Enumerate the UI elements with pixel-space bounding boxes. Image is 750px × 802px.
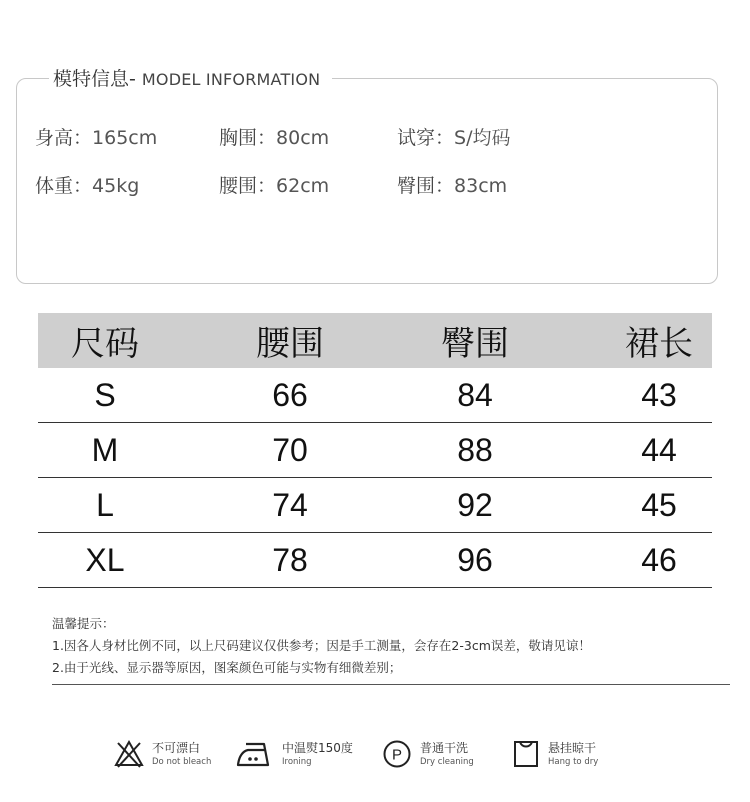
info-bust-value: 80cm xyxy=(276,127,330,149)
care-ironing xyxy=(236,736,353,772)
tips-section xyxy=(52,613,730,679)
care-hang-dry xyxy=(512,736,598,772)
info-weight-value: 45kg xyxy=(92,175,140,197)
info-hip xyxy=(397,173,507,199)
model-info-title xyxy=(49,64,332,95)
care-dry-clean xyxy=(382,736,474,772)
cell-waist: 66 xyxy=(272,376,308,413)
care-hang-dry-en: Hang to dry xyxy=(548,757,599,767)
cell-length: 43 xyxy=(641,376,677,413)
tip-line-1: 1.因各人身材比例不同，以上尺码建议仅供参考；因是手工测量，会存在2-3cm误差，敬请见谅！ xyxy=(52,638,591,653)
no-bleach-icon xyxy=(114,739,144,769)
cell-waist: 74 xyxy=(272,486,308,523)
model-info-box xyxy=(16,68,718,284)
table-row xyxy=(38,533,712,588)
size-table-header xyxy=(38,313,712,368)
info-fitting-label: 试穿： xyxy=(397,127,455,149)
hang-dry-icon xyxy=(512,739,540,769)
care-dry-clean-cn: 普通干洗 xyxy=(420,741,469,755)
tips-title: 温馨提示： xyxy=(52,616,115,631)
table-row xyxy=(38,423,712,478)
info-bust xyxy=(219,125,329,151)
care-dry-clean-en: Dry cleaning xyxy=(420,757,474,767)
iron-icon xyxy=(236,739,274,769)
header-length: 裙长 xyxy=(625,325,693,363)
info-fitting-value: S/均码 xyxy=(454,127,511,149)
cell-size: S xyxy=(94,376,116,413)
cell-size: L xyxy=(96,486,114,523)
model-info-title-cn: 模特信息- xyxy=(53,68,136,90)
info-hip-label: 臀围： xyxy=(397,175,455,197)
info-fitting xyxy=(397,125,510,151)
table-row xyxy=(38,368,712,423)
info-hip-value: 83cm xyxy=(454,175,508,197)
cell-length: 45 xyxy=(641,486,677,523)
care-ironing-cn: 中温熨150度 xyxy=(282,741,353,755)
cell-length: 46 xyxy=(641,541,677,578)
header-waist: 腰围 xyxy=(256,325,324,363)
cell-length: 44 xyxy=(641,431,677,468)
model-info-title-en: MODEL INFORMATION xyxy=(141,70,321,89)
info-height-label: 身高： xyxy=(35,127,93,149)
info-bust-label: 胸围： xyxy=(219,127,277,149)
cell-hip: 96 xyxy=(457,541,493,578)
info-weight-label: 体重： xyxy=(35,175,93,197)
dry-clean-icon xyxy=(382,739,412,769)
cell-hip: 88 xyxy=(457,431,493,468)
care-no-bleach-cn: 不可漂白 xyxy=(152,741,201,755)
info-waist xyxy=(219,173,329,199)
cell-waist: 70 xyxy=(272,431,308,468)
tip-line-2: 2.由于光线、显示器等原因，图案颜色可能与实物有细微差别； xyxy=(52,660,402,675)
care-no-bleach xyxy=(114,736,211,772)
header-hip: 臀围 xyxy=(441,325,509,363)
cell-waist: 78 xyxy=(272,541,308,578)
cell-size: XL xyxy=(85,541,125,578)
info-height-value: 165cm xyxy=(92,127,158,149)
care-hang-dry-cn: 悬挂晾干 xyxy=(548,741,597,755)
info-waist-value: 62cm xyxy=(276,175,330,197)
info-weight xyxy=(35,173,139,199)
info-waist-label: 腰围： xyxy=(219,175,277,197)
care-no-bleach-en: Do not bleach xyxy=(152,757,212,767)
care-ironing-en: Ironing xyxy=(282,757,312,767)
table-row xyxy=(38,478,712,533)
size-table xyxy=(38,313,712,588)
tips-divider xyxy=(52,684,730,685)
cell-hip: 92 xyxy=(457,486,493,523)
info-height xyxy=(35,125,157,151)
cell-hip: 84 xyxy=(457,376,493,413)
svg-text:P: P xyxy=(391,746,403,764)
cell-size: M xyxy=(91,431,119,468)
header-size: 尺码 xyxy=(71,325,139,363)
